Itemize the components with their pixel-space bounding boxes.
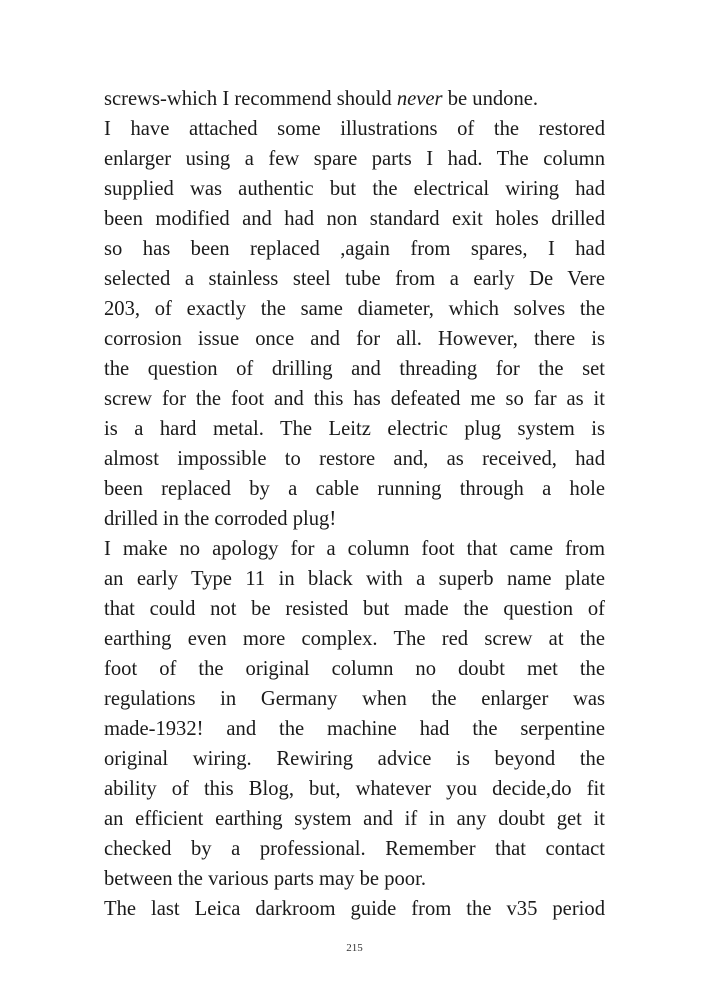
text-line: earthing even more complex. The red screw at the <box>104 628 605 650</box>
line-text: screws-which I recommend should <box>104 88 397 110</box>
paragraph <box>104 894 605 924</box>
text-line: is a hard metal. The Leitz electric plug system is <box>104 418 605 440</box>
text-line: 203, of exactly the same diameter, which solves the <box>104 298 605 320</box>
emphasized-word: never <box>396 88 443 110</box>
text-line: foot of the original column no doubt met the <box>104 658 605 680</box>
text-line: screw for the foot and this has defeated me so far as it <box>104 388 605 410</box>
text-line: I make no apology for a column foot that came from <box>104 538 605 560</box>
text-line: selected a stainless steel tube from a early De Vere <box>104 268 605 290</box>
text-line: drilled in the corroded plug! <box>104 508 337 530</box>
page-body <box>104 84 605 924</box>
text-line: been modified and had non standard exit holes drilled <box>104 208 605 230</box>
text-line: I have attached some illustrations of the restored <box>104 118 605 140</box>
line-text: be undone. <box>442 88 539 110</box>
text-line: enlarger using a few spare parts I had. The column <box>104 148 605 170</box>
paragraph <box>104 114 605 534</box>
text-line: that could not be resisted but made the question of <box>104 598 605 620</box>
text-line: corrosion issue once and for all. However, there is <box>104 328 605 350</box>
text-line: so has been replaced ,again from spares, I had <box>104 238 605 260</box>
text-line: regulations in Germany when the enlarger was <box>104 688 605 710</box>
text-line: made-1932! and the machine had the serpentine <box>104 718 605 740</box>
text-line: between the various parts may be poor. <box>104 868 426 890</box>
text-line: original wiring. Rewiring advice is beyond the <box>104 748 605 770</box>
text-line: supplied was authentic but the electrical wiring had <box>104 178 605 200</box>
text-line: the question of drilling and threading for the set <box>104 358 605 380</box>
text-line: almost impossible to restore and, as received, had <box>104 448 605 470</box>
text-line: checked by a professional. Remember that contact <box>104 838 605 860</box>
text-line: The last Leica darkroom guide from the v35 period <box>104 898 605 920</box>
page-number: 215 <box>346 942 363 954</box>
text-line: an efficient earthing system and if in any doubt get it <box>104 808 605 830</box>
paragraphs <box>104 114 605 924</box>
text-line <box>104 84 605 114</box>
text-line: an early Type 11 in black with a superb name plate <box>104 568 605 590</box>
paragraph <box>104 534 605 894</box>
text-line: been replaced by a cable running through a hole <box>104 478 605 500</box>
text-line: ability of this Blog, but, whatever you decide,do fit <box>104 778 605 800</box>
